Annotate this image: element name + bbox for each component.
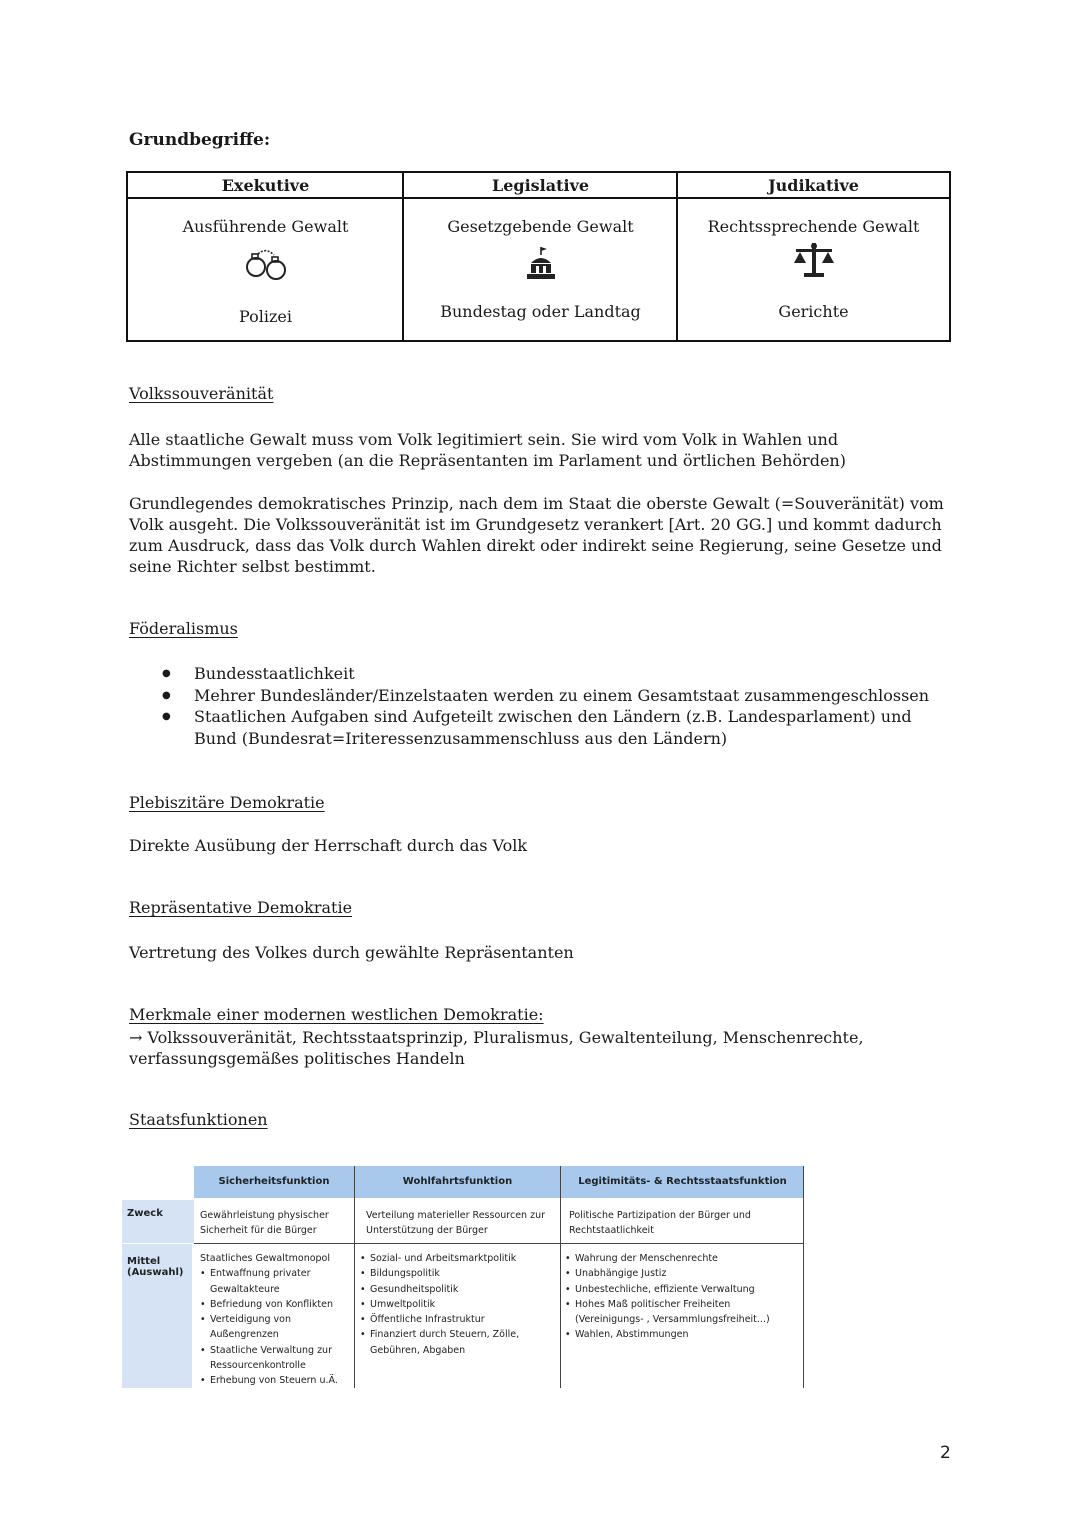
- heading-repraesentativ: Repräsentative Demokratie: [129, 898, 353, 917]
- list-item: • Öffentliche Infrastruktur: [360, 1312, 558, 1327]
- zweck-sicherheit: Gewährleistung physischer Sicherheit für die Bürger: [200, 1210, 329, 1237]
- list-item: ● Staatlichen Aufgaben sind Aufgeteilt zwischen den Ländern (z.B. Landesparlament) und Bund (Bundesrat=Iriteressenzusammenschluss aus den Ländern): [129, 706, 954, 749]
- handcuffs-icon: [128, 245, 403, 287]
- list-item: • Befriedung von Konflikten: [200, 1297, 352, 1312]
- list-item: Gewaltakteure: [210, 1283, 280, 1295]
- column-head: Exekutive: [128, 173, 403, 199]
- page-number: 2: [940, 1443, 951, 1463]
- column-head: Judikative: [678, 173, 949, 199]
- foederalismus-list: [129, 663, 954, 749]
- mittel-sicherheit: [200, 1251, 352, 1389]
- list-item: • Wahrung der Menschenrechte: [565, 1251, 801, 1266]
- heading-staatsfunktionen: Staatsfunktionen: [129, 1110, 268, 1129]
- column-example: Polizei: [239, 307, 292, 326]
- heading-merkmale: Merkmale einer modernen westlichen Demokratie:: [129, 1005, 544, 1024]
- mittel-wohlfahrt: [360, 1251, 558, 1358]
- column-exekutive: [128, 173, 403, 340]
- list-item: • Unbestechliche, effiziente Verwaltung: [565, 1282, 801, 1297]
- gewaltenteilung-table: [126, 171, 951, 342]
- list-item: Ressourcenkontrolle: [210, 1360, 306, 1372]
- column-judikative: [676, 173, 949, 340]
- scales-icon: [678, 241, 949, 283]
- heading-foederalismus: Föderalismus: [129, 619, 238, 638]
- page-title: Grundbegriffe:: [129, 130, 271, 150]
- list-item: • Sozial- und Arbeitsmarktpolitik: [360, 1251, 558, 1266]
- column-desc: Gesetzgebende Gewalt: [447, 217, 634, 236]
- list-item: • Gesundheitspolitik: [360, 1282, 558, 1297]
- column-desc: Rechtssprechende Gewalt: [707, 217, 920, 236]
- paragraph-repraesentativ: Vertretung des Volkes durch gewählte Repräsentanten: [129, 943, 574, 962]
- column-example: Bundestag oder Landtag: [440, 302, 641, 321]
- row-label-zweck: Zweck: [122, 1200, 194, 1243]
- staatsfunktionen-table: [122, 1166, 804, 1388]
- header-legitimitaet: Legitimitäts- & Rechtsstaatsfunktion: [561, 1166, 804, 1198]
- heading-volkssouveraenitaet: Volkssouveränität: [129, 384, 274, 403]
- paragraph-plebiszitaer: Direkte Ausübung der Herrschaft durch das Volk: [129, 836, 528, 855]
- list-item: • Bildungspolitik: [360, 1266, 558, 1281]
- divider: [194, 1243, 804, 1244]
- list-item: • Wahlen, Abstimmungen: [565, 1327, 801, 1342]
- list-item: ● Bundesstaatlichkeit: [129, 663, 954, 685]
- divider: [354, 1166, 355, 1388]
- column-legislative: [402, 173, 677, 340]
- list-item: • Staatliche Verwaltung zur: [200, 1343, 352, 1358]
- paragraph-volkssouveraenitaet-1: Alle staatliche Gewalt muss vom Volk legitimiert sein. Sie wird vom Volk in Wahlen und Abstimmungen vergeben (an die Repräsentanten im Parlament und örtlichen Behörden): [129, 430, 846, 470]
- list-item: Gebühren, Abgaben: [370, 1344, 466, 1356]
- heading-plebiszitaer: Plebiszitäre Demokratie: [129, 793, 325, 812]
- list-item: • Verteidigung von: [200, 1312, 352, 1327]
- list-item: • Erhebung von Steuern u.Ä.: [200, 1373, 352, 1388]
- list-item: ● Mehrer Bundesländer/Einzelstaaten werden zu einem Gesamtstaat zusammengeschlossen: [129, 685, 954, 707]
- mittel-legitimitaet: [565, 1251, 801, 1343]
- list-item: (Vereinigungs- , Versammlungsfreiheit...): [575, 1314, 770, 1326]
- list-item: • Hohes Maß politischer Freiheiten: [565, 1297, 801, 1312]
- column-desc: Ausführende Gewalt: [182, 217, 349, 236]
- parliament-icon: [404, 245, 677, 285]
- divider: [560, 1166, 561, 1388]
- list-item: • Finanziert durch Steuern, Zölle,: [360, 1327, 558, 1342]
- list-item: Staatliches Gewaltmonopol: [200, 1253, 331, 1264]
- paragraph-merkmale: → Volkssouveränität, Rechtsstaatsprinzip, Pluralismus, Gewaltenteilung, Menschenrechte, verfassungsgemäßes politisches Handeln: [129, 1028, 864, 1068]
- zweck-legitimitaet: Politische Partizipation der Bürger und Rechtstaatlichkeit: [569, 1210, 751, 1237]
- list-item: Außengrenzen: [210, 1329, 279, 1341]
- list-item: • Umweltpolitik: [360, 1297, 558, 1312]
- header-wohlfahrt: Wohlfahrtsfunktion: [355, 1166, 560, 1198]
- paragraph-volkssouveraenitaet-2: Grundlegendes demokratisches Prinzip, nach dem im Staat die oberste Gewalt (=Souveränität) vom Volk ausgeht. Die Volkssouveränität ist im Grundgesetz verankert [Art. 20 GG.] und kommt dadurch zum Ausdruck, dass das Volk durch Wahlen direkt oder indirekt seine Regierung, seine Gesetze und seine Richter selbst bestimmt.: [129, 494, 944, 576]
- column-example: Gerichte: [778, 302, 849, 321]
- header-sicherheit: Sicherheitsfunktion: [194, 1166, 354, 1198]
- zweck-wohlfahrt: Verteilung materieller Ressourcen zur Unterstützung der Bürger: [366, 1210, 546, 1237]
- list-item: • Unabhängige Justiz: [565, 1266, 801, 1281]
- divider: [803, 1166, 804, 1388]
- row-label-mittel: Mittel (Auswahl): [122, 1244, 192, 1388]
- list-item: • Entwaffnung privater: [200, 1266, 352, 1281]
- column-head: Legislative: [404, 173, 677, 199]
